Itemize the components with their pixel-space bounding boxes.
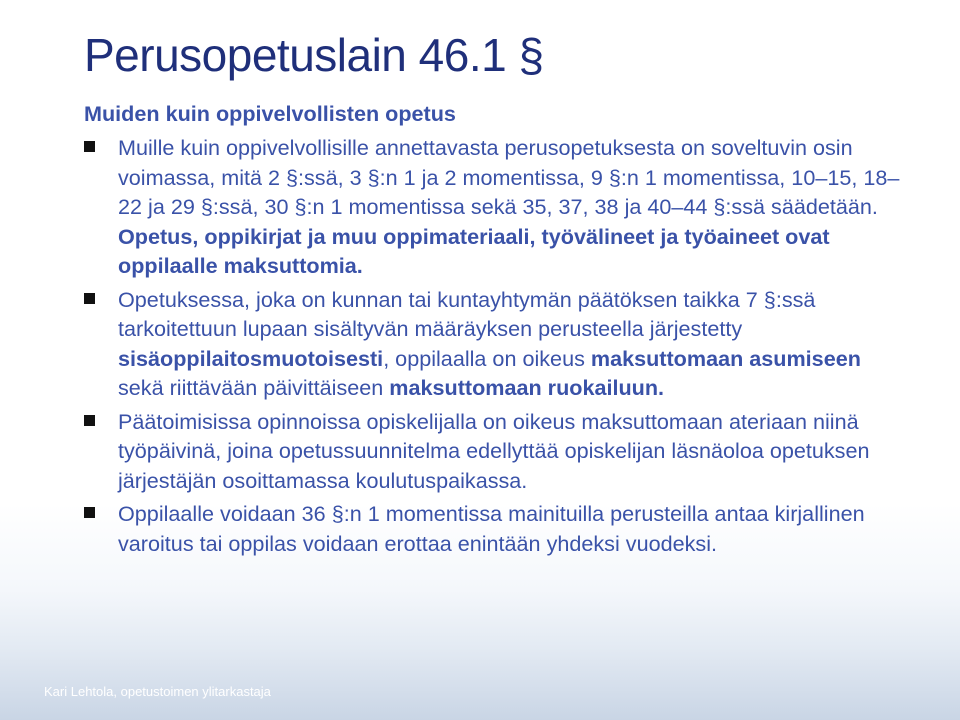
slide-content [84,98,904,558]
bullet-text-bold: maksuttomaan asumiseen [590,345,861,371]
bullet-item [84,133,904,281]
bullet-text-segment: Oppilaalle voidaan 36 §:n 1 momentissa mainituilla perusteilla antaa kirjallinen varoitus tai oppilas voidaan erottaa enintään yhdeksi vuodeksi. [118,501,865,556]
square-bullet-icon [84,141,95,152]
square-bullet-icon [84,293,95,304]
bullet-item [84,285,904,403]
bullet-item [84,499,904,558]
bullet-text-segment: , oppilaalla on oikeus [383,345,591,371]
bullet-text-segment: sekä riittävään päivittäiseen [118,375,390,400]
square-bullet-icon [84,415,95,426]
bullet-text-segment: Opetuksessa, joka on kunnan tai kuntayhtymän päätöksen taikka 7 §:ssä tarkoitettuun lupaan sisältyvän määräyksen perusteella järjestetty [118,286,816,341]
slide-subtitle: Muiden kuin oppivelvollisten opetus [84,101,456,126]
bullet-item [84,407,904,496]
bullet-text-segment: Muille kuin oppivelvollisille annettavasta perusopetuksesta on soveltuvin osin voimassa, mitä 2 §:ssä, 3 §:n 1 ja 2 momentissa, 9 §:n 1 momentissa, 10–15, 18–22 ja 29 §:ssä, 30 §:n 1 momentissa sekä 35, 37, 38 ja 40–44 §:ssä säädetään. [118,135,900,219]
slide-footer: Kari Lehtola, opetustoimen ylitarkastaja [44,684,271,699]
bullet-text-bold: Opetus, oppikirjat ja muu oppimateriaali, työvälineet ja työaineet ovat oppilaalle maksuttomia. [118,223,830,278]
bullet-text-bold: sisäoppilaitosmuotoisesti [118,345,384,371]
square-bullet-icon [84,507,95,518]
bullet-text-segment: Päätoimisissa opinnoissa opiskelijalla on oikeus maksuttomaan ateriaan niinä työpäivinä, joina opetussuunnitelma edellyttää opiskelijan läsnäoloa opetuksen järjestäjän osoittamassa koulutuspaikassa. [118,408,870,493]
slide-title: Perusopetuslain 46.1 § [84,29,544,81]
bullet-list [84,133,904,558]
bullet-text-bold: maksuttomaan ruokailuun. [389,375,665,400]
